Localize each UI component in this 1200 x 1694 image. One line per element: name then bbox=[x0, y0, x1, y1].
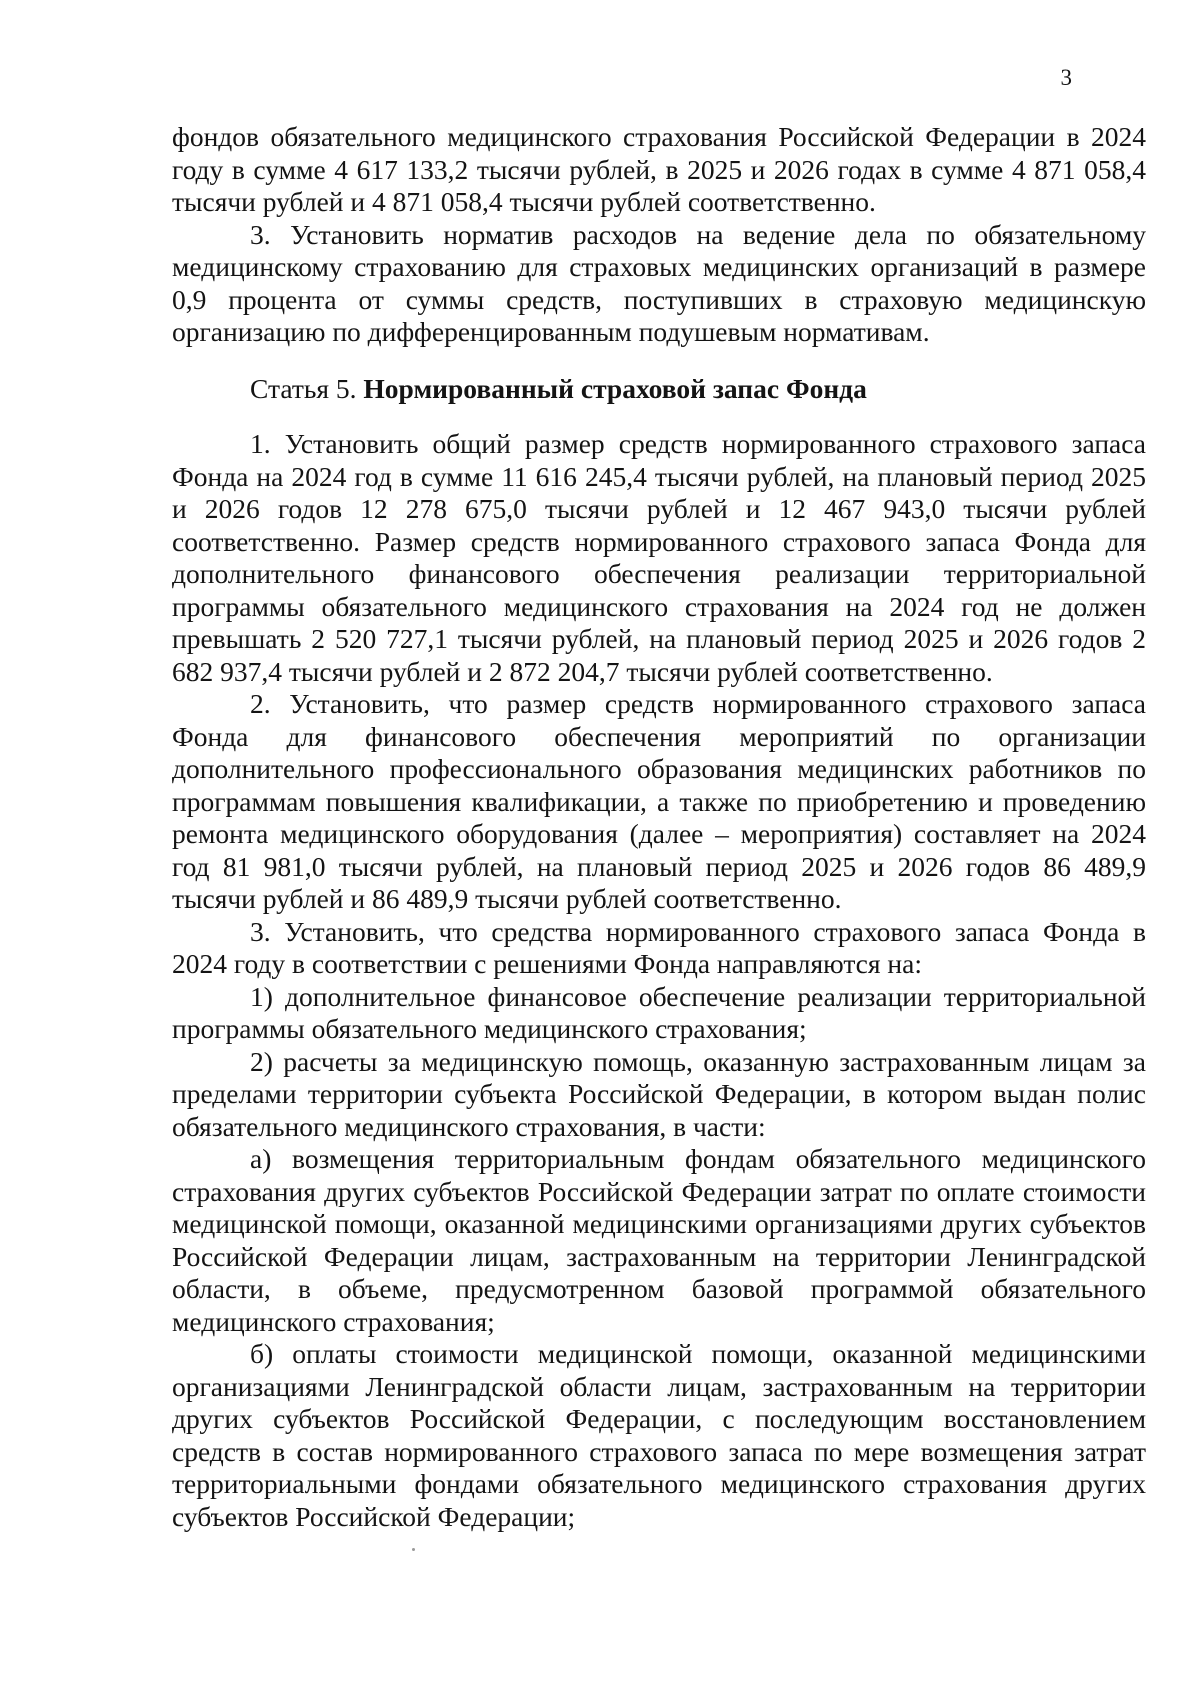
scan-speck bbox=[412, 1548, 415, 1551]
paragraph-item-2: 2. Установить, что размер средств нормированного страхового запаса Фонда для финансового обеспечения мероприятий по организации дополнительного профессионального образования медицинских работников по программам повышения квалификации, а также по приобретению и проведению ремонта медицинского оборудования (далее – мероприятия) составляет на 2024 год 81 981,0 тысячи рублей, на плановый период 2025 и 2026 годов 86 489,9 тысячи рублей и 86 489,9 тысячи рублей соответственно. bbox=[172, 688, 1146, 914]
paragraph-subitem-a: а) возмещения территориальным фондам обязательного медицинского страхования других субъектов Российской Федерации затрат по оплате стоимости медицинской помощи, оказанной медицинскими организациями других субъектов Российской Федерации лицам, застрахованным на территории Ленинградской области, в объеме, предусмотренном базовой программой обязательного медицинского страхования; bbox=[172, 1143, 1146, 1337]
paragraph-subitem-2: 2) расчеты за медицинскую помощь, оказанную застрахованным лицам за пределами территории субъекта Российской Федерации, в котором выдан полис обязательного медицинского страхования, в части: bbox=[172, 1045, 1146, 1142]
paragraph-item-3: 3. Установить, что средства нормированного страхового запаса Фонда в 2024 году в соответствии с решениями Фонда направляются на: bbox=[172, 915, 1146, 979]
paragraph-item-3-norm: 3. Установить норматив расходов на ведение дела по обязательному медицинскому страхованию для страховых медицинских организаций в размере 0,9 процента от суммы средств, поступивших в страховую медицинскую организацию по дифференцированным подушевым нормативам. bbox=[172, 218, 1146, 347]
article-title: Нормированный страховой запас Фонда bbox=[363, 372, 867, 404]
article-heading bbox=[172, 349, 1146, 429]
paragraph-item-1: 1. Установить общий размер средств нормированного страхового запаса Фонда на 2024 год в сумме 11 616 245,4 тысячи рублей, на плановый период 2025 и 2026 годов 12 278 675,0 тысячи рублей и 12 467 943,0 тысячи рублей соответственно. Размер средств нормированного страхового запаса Фонда для дополнительного финансового обеспечения реализации территориальной программы обязательного медицинского страхования на 2024 год не должен превышать 2 520 727,1 тысячи рублей, на плановый период 2025 и 2026 годов 2 682 937,4 тысячи рублей и 2 872 204,7 тысячи рублей соответственно. bbox=[172, 428, 1146, 687]
paragraph-subitem-b: б) оплаты стоимости медицинской помощи, оказанной медицинскими организациями Ленинградской области лицам, застрахованным на территории других субъектов Российской Федерации, с последующим восстановлением средств в состав нормированного страхового запаса по мере возмещения затрат территориальными фондами обязательного медицинского страхования других субъектов Российской Федерации; bbox=[172, 1338, 1146, 1532]
paragraph-continuation: фондов обязательного медицинского страхования Российской Федерации в 2024 году в сумме 4 617 133,2 тысячи рублей, в 2025 и 2026 годах в сумме 4 871 058,4 тысячи рублей и 4 871 058,4 тысячи рублей соответственно. bbox=[172, 121, 1146, 217]
article-prefix: Статья 5. bbox=[250, 372, 364, 404]
page-number: 3 bbox=[1060, 65, 1072, 90]
document-body bbox=[172, 121, 1146, 1533]
paragraph-subitem-1: 1) дополнительное финансовое обеспечение реализации территориальной программы обязательного медицинского страхования; bbox=[172, 980, 1146, 1044]
